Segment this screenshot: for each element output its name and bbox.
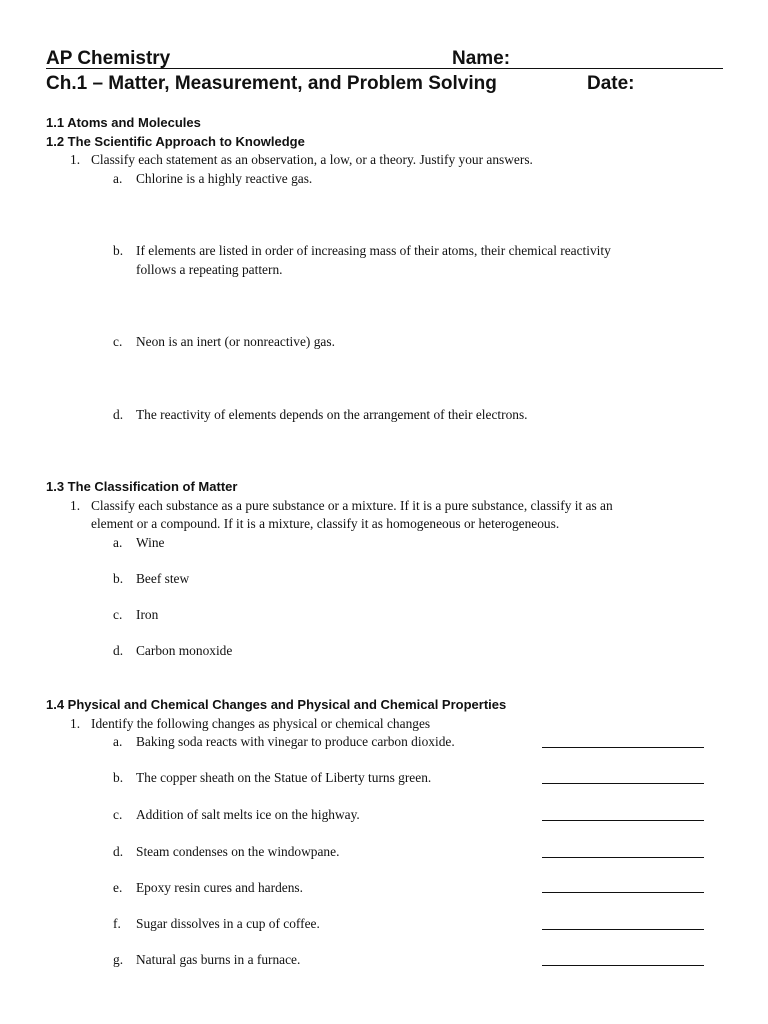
name-label: Name: xyxy=(452,48,511,69)
date-label: Date: xyxy=(587,73,635,94)
item-text: Chlorine is a highly reactive gas. xyxy=(136,171,313,186)
answer-blank[interactable] xyxy=(542,892,704,893)
item-letter: a. xyxy=(113,535,123,550)
item-text: Natural gas burns in a furnace. xyxy=(136,952,301,967)
item-text: Carbon monoxide xyxy=(136,643,233,658)
item-letter: c. xyxy=(113,607,123,622)
item-letter: c. xyxy=(113,807,123,822)
item-text: Beef stew xyxy=(136,571,190,586)
item-text: Steam condenses on the windowpane. xyxy=(136,844,340,859)
answer-blank[interactable] xyxy=(542,857,704,858)
chapter-title: Ch.1 – Matter, Measurement, and Problem Solving xyxy=(46,73,497,94)
item-letter: b. xyxy=(113,243,124,258)
item-text: Neon is an inert (or nonreactive) gas. xyxy=(136,334,335,349)
section-heading-1-3: 1.3 The Classification of Matter xyxy=(46,479,238,494)
header-underline xyxy=(46,68,723,69)
item-text: Wine xyxy=(136,535,165,550)
course-title: AP Chemistry xyxy=(46,48,171,69)
section-heading-1-4: 1.4 Physical and Chemical Changes and Physical and Chemical Properties xyxy=(46,697,507,712)
item-letter: f. xyxy=(113,916,121,931)
item-letter: b. xyxy=(113,770,124,785)
item-text: If elements are listed in order of increasing mass of their atoms, their chemical reactivity xyxy=(136,243,611,258)
item-letter: b. xyxy=(113,571,124,586)
item-text: Addition of salt melts ice on the highway. xyxy=(136,807,360,822)
item-text: The copper sheath on the Statue of Liberty turns green. xyxy=(136,770,432,785)
section-heading-1-1: 1.1 Atoms and Molecules xyxy=(46,115,201,130)
item-text-continued: follows a repeating pattern. xyxy=(136,262,283,277)
item-text: Sugar dissolves in a cup of coffee. xyxy=(136,916,320,931)
item-text: Iron xyxy=(136,607,159,622)
question-prompt: Classify each statement as an observation, a low, or a theory. Justify your answers. xyxy=(91,152,533,167)
item-letter: a. xyxy=(113,171,123,186)
answer-blank[interactable] xyxy=(542,783,704,784)
question-number: 1. xyxy=(70,498,81,513)
item-letter: c. xyxy=(113,334,123,349)
question-number: 1. xyxy=(70,152,81,167)
item-letter: g. xyxy=(113,952,124,967)
item-letter: d. xyxy=(113,407,124,422)
question-prompt-continued: element or a compound. If it is a mixture, classify it as homogeneous or heterogeneous. xyxy=(91,516,560,531)
item-letter: e. xyxy=(113,880,123,895)
answer-blank[interactable] xyxy=(542,747,704,748)
answer-blank[interactable] xyxy=(542,820,704,821)
item-letter: a. xyxy=(113,734,123,749)
section-heading-1-2: 1.2 The Scientific Approach to Knowledge xyxy=(46,134,305,149)
answer-blank[interactable] xyxy=(542,929,704,930)
question-prompt: Identify the following changes as physical or chemical changes xyxy=(91,716,431,731)
item-text: Baking soda reacts with vinegar to produce carbon dioxide. xyxy=(136,734,455,749)
item-text: Epoxy resin cures and hardens. xyxy=(136,880,303,895)
question-prompt: Classify each substance as a pure substance or a mixture. If it is a pure substance, classify it as an xyxy=(91,498,613,513)
answer-blank[interactable] xyxy=(542,965,704,966)
item-letter: d. xyxy=(113,844,124,859)
question-number: 1. xyxy=(70,716,81,731)
item-letter: d. xyxy=(113,643,124,658)
item-text: The reactivity of elements depends on the arrangement of their electrons. xyxy=(136,407,528,422)
